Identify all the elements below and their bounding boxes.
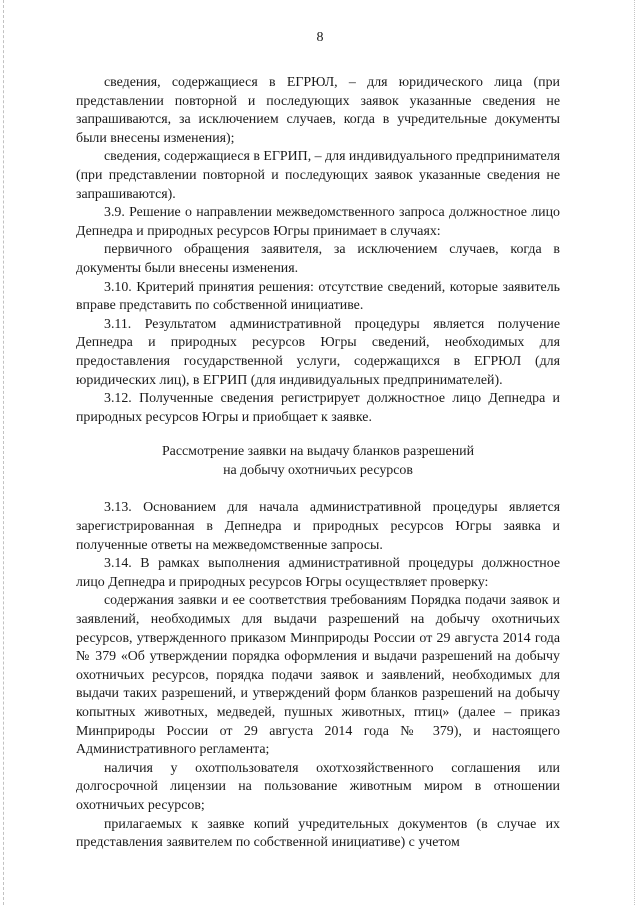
paragraph-founding-documents: прилагаемых к заявке копий учредительных документов (в случае их представления заявителем по собственной инициативе) с учетом: [76, 816, 560, 851]
paragraph-egrip: сведения, содержащиеся в ЕГРИП, – для индивидуального предпринимателя (при представлении повторной и последующих заявок указанные сведения не запрашиваются).: [76, 149, 560, 202]
section-heading-line-1: Рассмотрение заявки на выдачу бланков разрешений: [161, 444, 475, 460]
paragraph-hunting-agreement: наличия у охотпользователя охотхозяйственного соглашения или долгосрочной лицензии на пользование животным миром в отношении охотничьих ресурсов;: [76, 760, 560, 813]
section-heading-line-2: на добычу охотничьих ресурсов: [223, 462, 413, 478]
paragraph-3-9: 3.9. Решение о направлении межведомственного запроса должностное лицо Депнедра и природных ресурсов Югры принимает в случаях:: [76, 205, 560, 239]
paragraph-3-10: 3.10. Критерий принятия решения: отсутствие сведений, которые заявитель вправе представить по собственной инициативе.: [76, 279, 560, 314]
paragraph-application-content: содержания заявки и ее соответствия требованиям Порядка подачи заявок и заявлений, необходимых для выдачи разрешений на добычу охотничьих ресурсов, утвержденного приказом Минприроды России от 29 августа 2014 года № 379 «Об утверждении порядка оформления и выдачи разрешений на добычу охотничьих ресурсов, порядка подачи заявок и заявлений, необходимых для выдачи таких разрешений, и утверждений форм бланков разрешений на добычу копытных животных, медведей, пушных животных, птиц» (далее – приказ Минприроды России от 29 августа 2014 года № 379), и настоящего Административного регламента;: [76, 593, 560, 758]
paragraph-first-request: первичного обращения заявителя, за исключением случаев, когда в документы были внесены изменения.: [76, 242, 560, 276]
scan-edge-right: [634, 0, 636, 905]
scan-edge-left: [3, 0, 5, 905]
page-number: 8: [316, 30, 324, 45]
paragraph-egrul: сведения, содержащиеся в ЕГРЮЛ, – для юридического лица (при представлении повторной и последующих заявок указанные сведения не запрашиваются, за исключением случаев, когда в учредительные документы были внесены изменения);: [76, 75, 560, 146]
paragraph-3-14: 3.14. В рамках выполнения административной процедуры должностное лицо Депнедра и природных ресурсов Югры осуществляет проверку:: [76, 556, 560, 590]
document-body: [76, 74, 560, 853]
paragraph-3-12: 3.12. Полученные сведения регистрирует должностное лицо Депнедра и природных ресурсов Югры и приобщает к заявке.: [76, 391, 560, 425]
paragraph-3-11: 3.11. Результатом административной процедуры является получение Депнедра и природных ресурсов Югры сведений, необходимых для предоставления государственной услуги, содержащихся в ЕГРЮЛ (для юридических лиц), в ЕГРИП (для индивидуальных предпринимателей).: [76, 316, 560, 388]
section-heading: [76, 443, 560, 480]
paragraph-3-13: 3.13. Основанием для начала административной процедуры является зарегистрированная в Депнедра и природных ресурсов Югры заявка и полученные ответы на межведомственные запросы.: [76, 500, 560, 553]
